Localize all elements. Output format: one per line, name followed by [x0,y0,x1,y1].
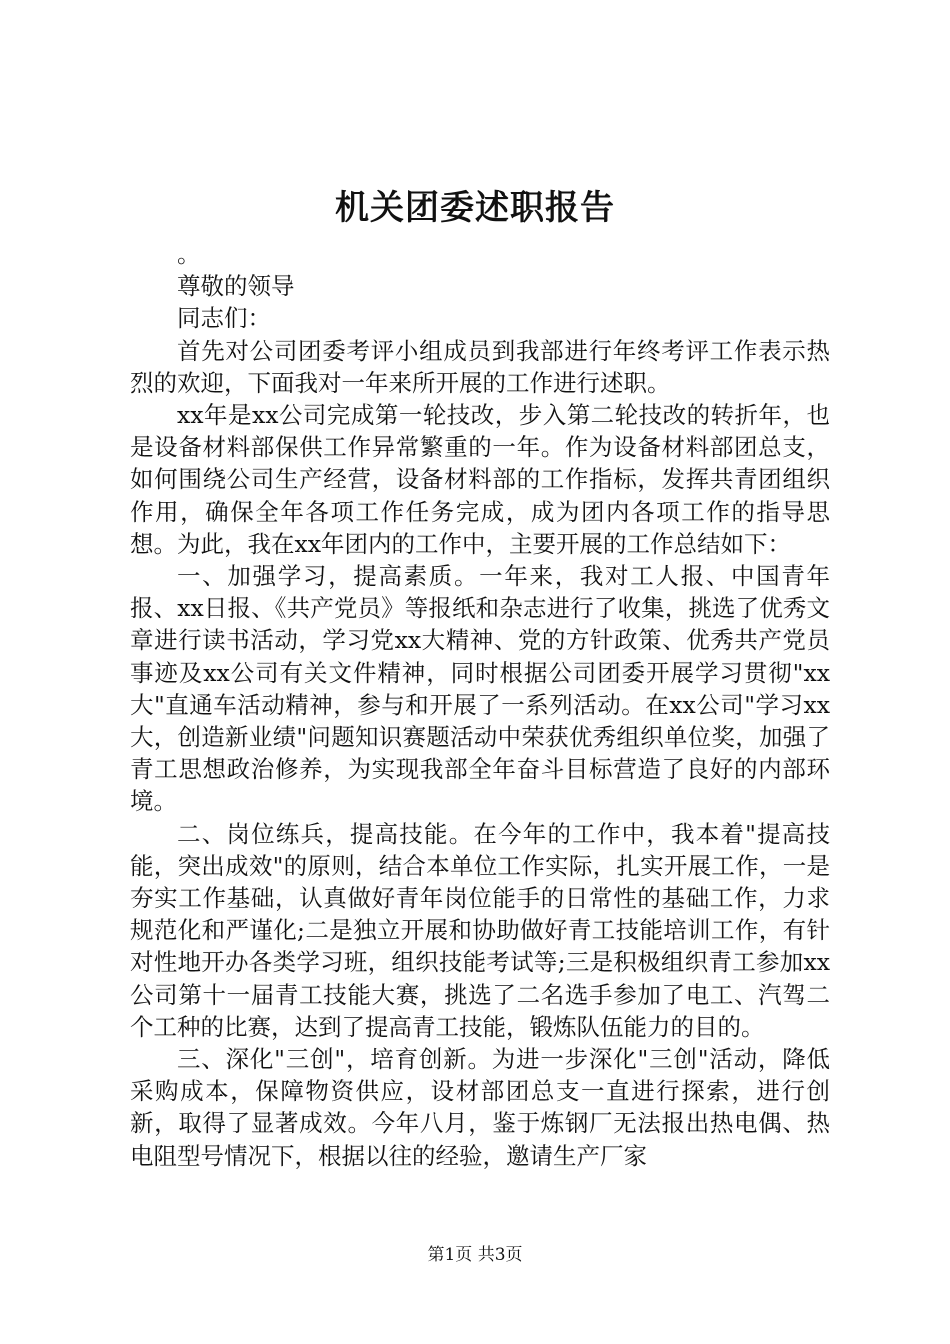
document-body [130,238,830,1172]
body-paragraph: 二、岗位练兵，提高技能。在今年的工作中，我本着"提高技能，突出成效"的原则，结合本单位工作实际，扎实开展工作，一是夯实工作基础，认真做好青年岗位能手的日常性的基础工作，力求规范化和严谨化;二是独立开展和协助做好青工技能培训工作，有针对性地开办各类学习班，组织技能考试等;三是积极组织青工参加xx公司第十一届青工技能大赛，挑选了二名选手参加了电工、汽驾二个工种的比赛，达到了提高青工技能，锻炼队伍能力的目的。 [130,819,830,1041]
body-paragraph: 同志们： [177,304,271,333]
document-title: 机关团委述职报告 [335,188,615,228]
body-paragraph: 。 [177,240,201,268]
body-paragraph: 一、加强学习，提高素质。一年来，我对工人报、中国青年报、xx日报、《共产党员》等报纸和杂志进行了收集，挑选了优秀文章进行读书活动，学习党xx大精神、党的方针政策、优秀共产党员事迹及xx公司有关文件精神，同时根据公司团委开展学习贯彻"xx大"直通车活动精神，参与和开展了一系列活动。在xx公司"学习xx大，创造新业绩"问题知识赛题活动中荣获优秀组织单位奖，加强了青工思想政治修养，为实现我部全年奋斗目标营造了良好的内部环境。 [130,562,830,816]
body-paragraph: 首先对公司团委考评小组成员到我部进行年终考评工作表示热烈的欢迎，下面我对一年来所开展的工作进行述职。 [130,336,830,397]
page-footer: 第1页 共3页 [427,1245,523,1265]
body-paragraph: xx年是xx公司完成第一轮技改，步入第二轮技改的转折年，也是设备材料部保供工作异常繁重的一年。作为设备材料部团总支，如何围绕公司生产经营，设备材料部的工作指标，发挥共青团组织作用，确保全年各项工作任务完成，成为团内各项工作的指导思想。为此，我在xx年团内的工作中，主要开展的工作总结如下： [130,401,830,558]
body-paragraph: 尊敬的领导 [177,272,295,301]
body-paragraph: 三、深化"三创"，培育创新。为进一步深化"三创"活动，降低采购成本，保障物资供应，设材部团总支一直进行探索，进行创新，取得了显著成效。今年八月，鉴于炼钢厂无法报出热电偶、热电阻型号情况下，根据以往的经验，邀请生产厂家 [130,1045,830,1170]
